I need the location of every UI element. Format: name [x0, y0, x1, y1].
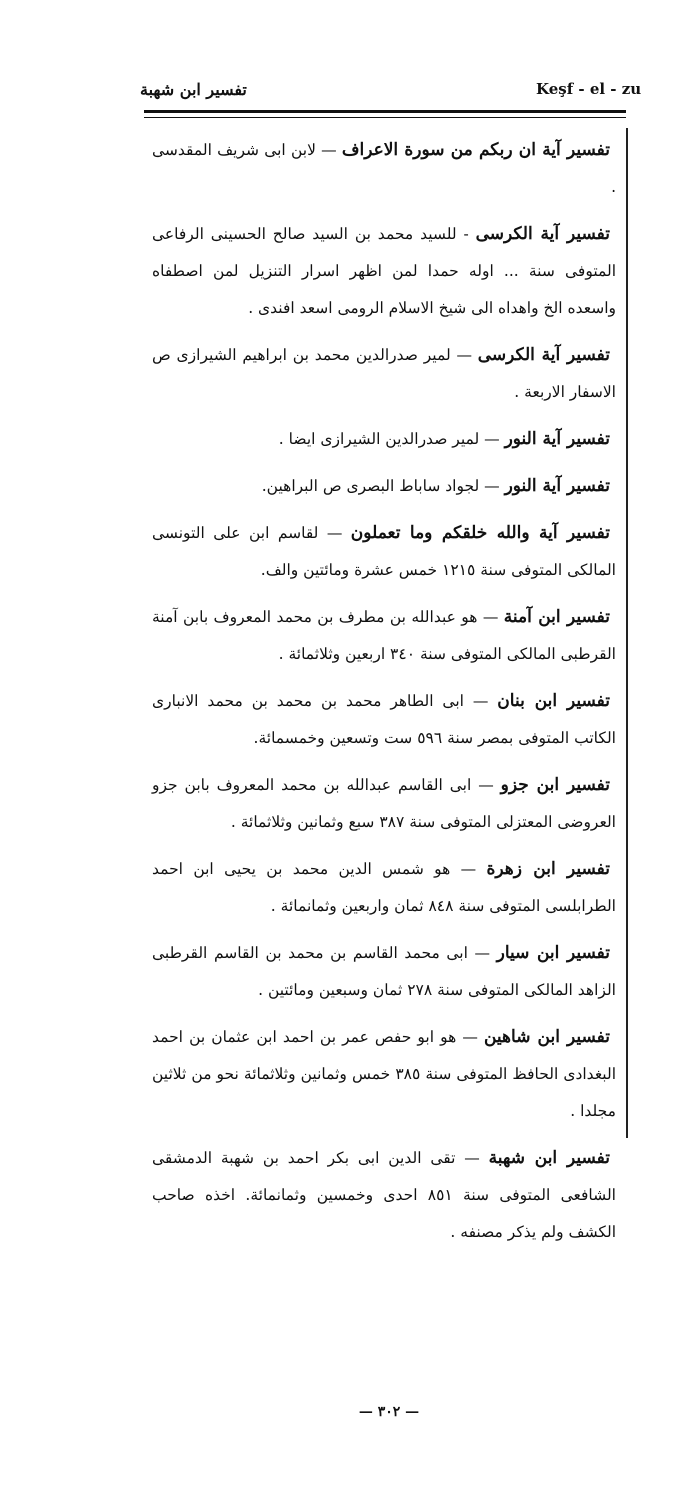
entry [152, 132, 616, 206]
entry [152, 421, 616, 458]
entry-title: تفسير ابن شهبة [488, 1148, 610, 1168]
page-number: — ٣٠٢ — [358, 1404, 420, 1420]
entry [152, 216, 616, 327]
entry-text: — تقى الدين ابى بكر احمد بن شهبة الدمشقى الشافعى المتوفى سنة ٨٥١ احدى وخمسين وثمانمائة. اخذه صاحب الكشف ولم يذكر مصنفه . [152, 1149, 616, 1241]
entry [152, 1019, 616, 1130]
entry-title: تفسير آية النور [504, 476, 610, 496]
entry [152, 1140, 616, 1251]
entry [152, 515, 616, 589]
entry [152, 683, 616, 757]
entry-title: تفسير ابن سيار [496, 943, 610, 963]
entry [152, 599, 616, 673]
entry [152, 767, 616, 841]
running-head-title: تفسير ابن شهبة [140, 80, 247, 99]
entry [152, 851, 616, 925]
entry-text: — هو شمس الدين محمد بن يحيى ابن احمد الطرابلسى المتوفى سنة ٨٤٨ ثمان واربعين وثمانمائة . [152, 860, 616, 915]
entry-text: — ابى محمد القاسم بن محمد بن القاسم القرطبى الزاهد المالكى المتوفى سنة ٢٧٨ ثمان وسبعين ومائتين . [152, 944, 616, 999]
entry-text: — لقاسم ابن على التونسى المالكى المتوفى سنة ١٢١٥ خمس عشرة ومائتين والف. [152, 524, 616, 579]
entry-text: — لمير صدرالدين محمد بن ابراهيم الشيرازى ص الاسفار الاربعة . [152, 346, 616, 401]
entry-title: تفسير ابن بنان [497, 691, 610, 711]
entry-title: تفسير آية النور [504, 429, 610, 449]
header-rule-thin [144, 117, 626, 118]
entry-title: تفسير ابن جزو [500, 775, 611, 795]
entry-text: — ابى الطاهر محمد بن محمد بن محمد الانبارى الكاتب المتوفى بمصر سنة ٥٩٦ ست وتسعين وخمسمائة. [152, 692, 616, 747]
entry-title: تفسير آية الكرسى [475, 224, 610, 244]
header-rule-thick [144, 110, 626, 113]
running-head-latin: Keşf - el - zu [536, 80, 642, 98]
entry-text: — ابى القاسم عبدالله بن محمد المعروف بابن جزو العروضى المعتزلى المتوفى سنة ٣٨٧ سبع وثمانين وثلاثمائة . [152, 776, 616, 831]
entry-text: — هو عبدالله بن مطرف بن محمد المعروف بابن آمنة القرطبى المالكى المتوفى سنة ٣٤٠ اربعين وثلاثمائة . [152, 608, 616, 663]
entry-text: — لجواد ساباط البصرى ص البراهين. [261, 477, 505, 495]
entry-title: تفسير ابن آمنة [503, 607, 610, 627]
entry-title: تفسير آية والله خلقكم وما تعملون [350, 523, 610, 543]
margin-line [626, 128, 628, 1138]
entry-text: — هو ابو حفص عمر بن احمد ابن عثمان بن احمد البغدادى الحافظ المتوفى سنة ٣٨٥ خمس وثمانين وثلاثمائة نحو من ثلاثين مجلدا . [152, 1028, 616, 1120]
entry [152, 337, 616, 411]
entry-title: تفسير آية الكرسى [477, 345, 610, 365]
entry-text: — لمير صدرالدين الشيرازى ايضا . [278, 430, 505, 448]
entry-title: تفسير ابن زهرة [486, 859, 610, 879]
entry-title: تفسير آية ان ربكم من سورة الاعراف [341, 140, 610, 160]
entry [152, 935, 616, 1009]
entry-text: - للسيد محمد بن السيد صالح الحسينى الرفاعى المتوفى سنة ... اوله حمدا لمن اظهر اسرار التنزيل لمن اصطفاه واسعده الخ واهداه الى شيخ الاسلام الرومى اسعد افندى . [152, 225, 616, 317]
entry [152, 468, 616, 505]
entry-text: — لابن ابى شريف المقدسى . [152, 141, 616, 196]
entries-column [152, 132, 616, 1261]
entry-title: تفسير ابن شاهين [483, 1027, 610, 1047]
